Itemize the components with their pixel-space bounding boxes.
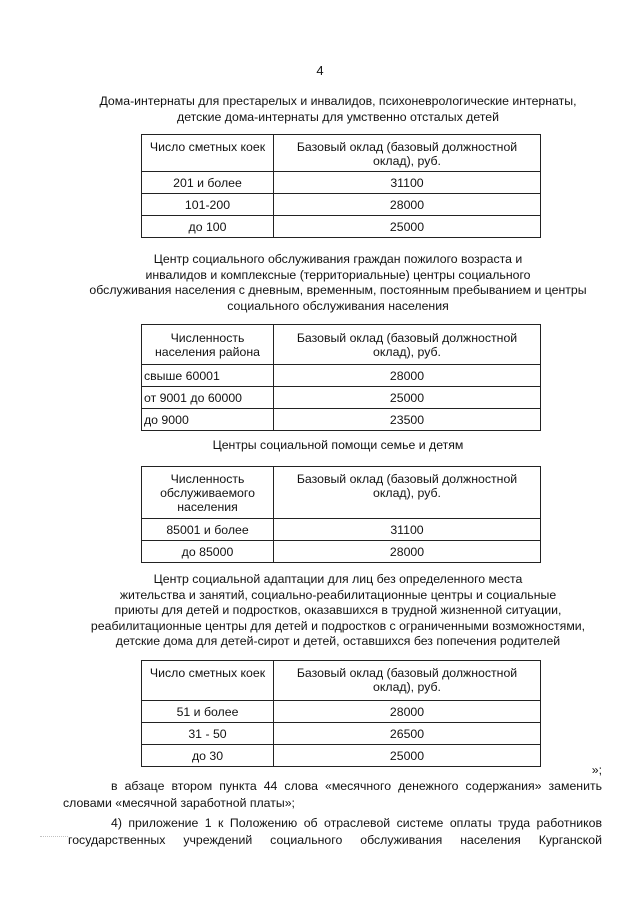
closing-quote: »; <box>591 763 602 777</box>
table-row: до 100 25000 <box>142 216 541 238</box>
column-header-beds: Число сметных коек <box>142 135 274 172</box>
paragraph-amendment-line: в абзаце втором пункта 44 слова «месячного денежного содержания» заменить <box>111 779 602 793</box>
column-header-salary: Базовый оклад (базовый должностной оклад), руб. <box>274 135 541 172</box>
scan-smudge <box>40 836 68 843</box>
paragraph-amendment-line: словами «месячной заработной платы»; <box>63 796 295 810</box>
table-row: 31 - 50 26500 <box>142 723 541 745</box>
table-row: 101-200 28000 <box>142 194 541 216</box>
table-row: свыше 60001 28000 <box>142 365 541 387</box>
paragraph-appendix-line: 4) приложение 1 к Положению об отраслевой системе оплаты труда работников <box>111 816 602 830</box>
table-row: от 9001 до 60000 25000 <box>142 387 541 409</box>
table-row: 201 и более 31100 <box>142 172 541 194</box>
table-row: 51 и более 28000 <box>142 701 541 723</box>
salary-table-family-centers <box>141 466 541 563</box>
column-header-salary: Базовый оклад (базовый должностной оклад), руб. <box>274 467 541 519</box>
table-row: до 9000 23500 <box>142 409 541 431</box>
column-header-population: Численность населения района <box>142 325 274 365</box>
table-row: до 85000 28000 <box>142 541 541 563</box>
section-heading-family-centers: Центры социальной помощи семье и детям <box>212 438 464 452</box>
section-heading-boarding-homes: Дома-интернаты для престарелых и инвалидов, психоневрологические интернаты, детские дома-интернаты для умственно отсталых детей <box>99 94 577 124</box>
salary-table-adaptation-centers <box>141 660 541 767</box>
column-header-served-population: Численность обслуживаемого населения <box>142 467 274 519</box>
table-row: до 30 25000 <box>142 745 541 767</box>
salary-table-social-service-centers <box>141 324 541 431</box>
column-header-beds: Число сметных коек <box>142 661 274 701</box>
paragraph-appendix-line: государственных учреждений социального обслуживания населения Курганской <box>68 833 602 847</box>
salary-table-boarding-homes <box>141 134 541 238</box>
section-heading-social-service-centers: Центр социального обслуживания граждан пожилого возраста и инвалидов и комплексные (территориальные) центры социального обслуживания населения с дневным, временным, постоянным пребыванием и центры социального обслуживания населения <box>89 252 587 313</box>
section-heading-adaptation-centers: Центр социальной адаптации для лиц без определенного места жительства и занятий, социально-реабилитационные центры и социальные приюты для детей и подростков, оказавшихся в трудной жизненной ситуации, реабилитационные центры для детей и подростков с ограниченными возможностями, детские дома для детей-сирот и детей, оставшихся без попечения родителей <box>90 572 586 649</box>
page-number: 4 <box>316 63 324 78</box>
table-row: 85001 и более 31100 <box>142 519 541 541</box>
column-header-salary: Базовый оклад (базовый должностной оклад), руб. <box>274 325 541 365</box>
column-header-salary: Базовый оклад (базовый должностной оклад), руб. <box>274 661 541 701</box>
